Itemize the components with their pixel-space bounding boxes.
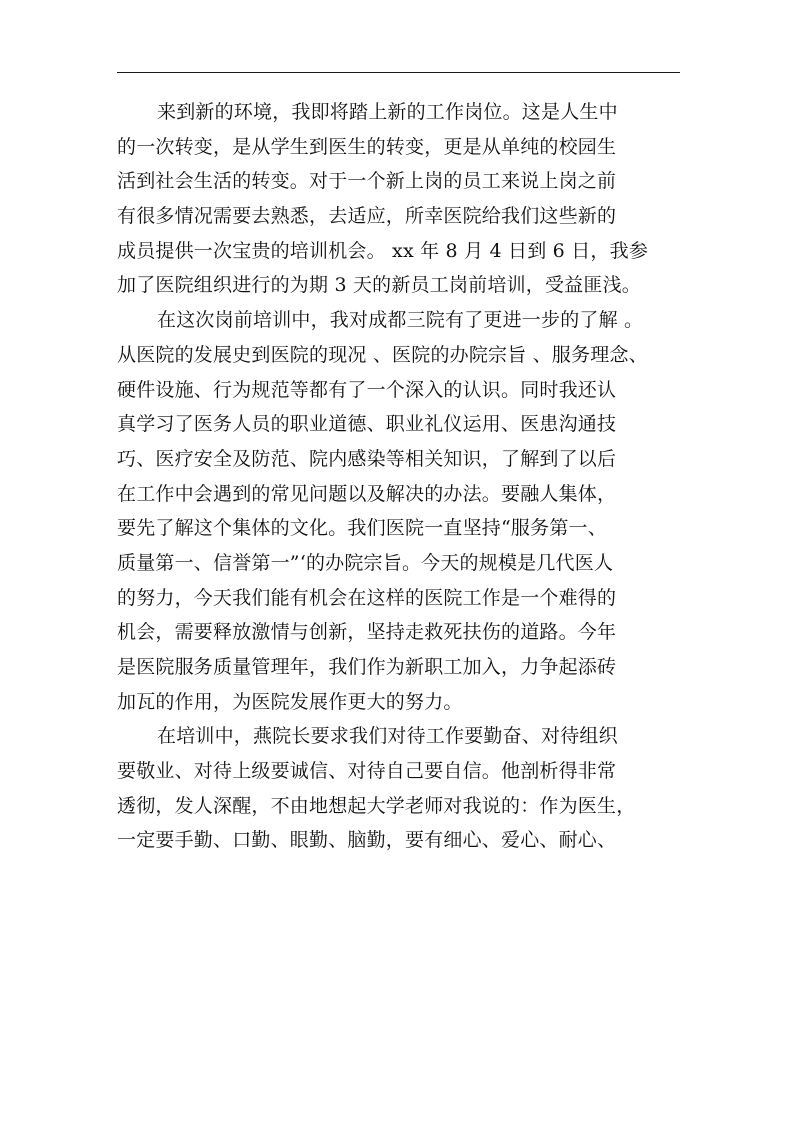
paragraph-line: 是医院服务质量管理年，我们作为新职工加入，力争起添砖 [117,656,617,678]
document-body [117,95,680,858]
paragraph-line: 成员提供一次宝贵的培训机会。 xx 年 8 月 4 日到 6 日，我参 [117,239,649,262]
paragraph-line: 在培训中，燕院长要求我们对待工作要勤奋、对待组织 [157,725,618,748]
paragraph-line: 一定要手勤、口勤、眼勤、脑勤，要有细心、爱心、耐心、 [117,829,617,852]
paragraph-line: 巧、医疗安全及防范、院内感染等相关知识，了解到了以后 [117,447,617,470]
paragraph-line: 在这次岗前培训中，我对成都三院有了更进一步的了解 。 [157,309,644,332]
paragraph-line: 加瓦的作用，为医院发展作更大的努力。 [117,690,463,713]
paragraph-line: 硬件设施、行为规范等都有了一个深入的认识。同时我还认 [117,378,617,401]
paragraph-line: 质量第一、信誉第一”‘的办院宗旨。今天的规模是几代医人 [117,551,614,574]
paragraph-line: 要敬业、对待上级要诚信、对待自己要自信。他剖析得非常 [117,760,617,783]
paragraph-line: 的努力，今天我们能有机会在这样的医院工作是一个难得的 [117,586,617,609]
paragraph-line: 机会，需要释放激情与创新，坚持走救死扶伤的道路。今年 [117,621,617,644]
paragraph-line: 从医院的发展史到医院的现况 、医院的办院宗旨 、服务理念、 [117,343,648,366]
paragraph-line: 真学习了医务人员的职业道德、职业礼仪运用、医患沟通技 [117,413,617,436]
paragraph-line: 活到社会生活的转变。对于一个新上岗的员工来说上岗之前 [117,170,617,193]
paragraph-line: 在工作中会遇到的常见问题以及解决的办法。要融人集体， [117,482,617,505]
paragraph-line: 来到新的环境，我即将踏上新的工作岗位。这是人生中 [157,101,618,123]
header-rule [117,72,680,73]
paragraph-line: 有很多情况需要去熟悉，去适应，所幸医院给我们这些新的 [117,205,617,228]
paragraph-line: 透彻，发人深醒，不由地想起大学老师对我说的：作为医生， [117,794,636,817]
paragraph-line: 的一次转变，是从学生到医生的转变，更是从单纯的校园生 [117,135,617,158]
paragraph-line: 要先了解这个集体的文化。我们医院一直坚持“服务第一、 [117,517,607,540]
paragraph-line: 加了医院组织进行的为期 3 天的新员工岗前培训，受益匪浅。 [117,274,641,297]
